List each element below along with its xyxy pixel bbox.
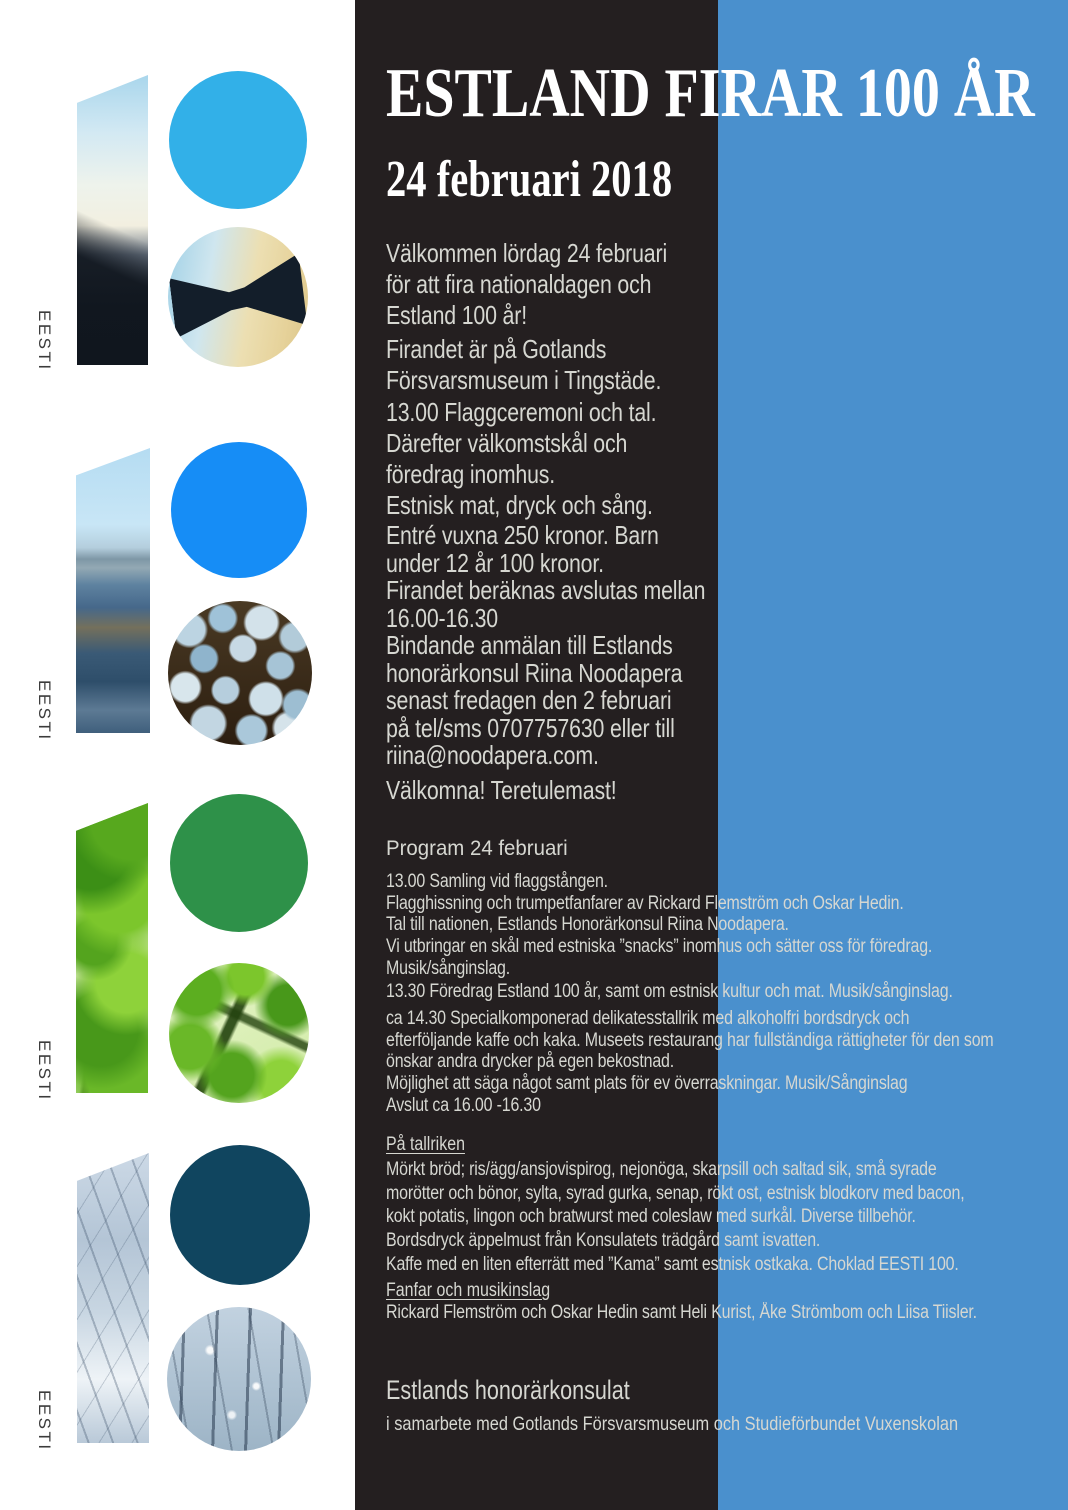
program-line: önskar andra drycker på egen bekostnad. <box>386 1051 675 1073</box>
year-circle <box>170 1145 310 1285</box>
intro-line: Därefter välkomstskål och <box>386 428 628 458</box>
leaves-photo-circle <box>169 963 309 1103</box>
program-paragraph <box>386 981 1061 1003</box>
poster-date: 24 februari 2018 <box>386 151 673 208</box>
footer-title: Estlands honorärkonsulat <box>386 1375 630 1405</box>
intro-line: Firandet beräknas avslutas mellan <box>386 575 706 605</box>
menu-list <box>386 1158 1068 1277</box>
program-line: Möjlighet att säga något samt plats för ev överraskningar. Musik/Sånginslag <box>386 1073 908 1094</box>
program-paragraph <box>386 1008 1068 1073</box>
menu-line: kokt potatis, lingon och bratwurst med coleslaw med surkål. Diverse tillbehör. <box>386 1206 916 1228</box>
program-header: Program 24 februari <box>386 836 568 860</box>
digit-one-photo-winter <box>77 1153 149 1443</box>
program-line: 13.00 Samling vid flaggstången. <box>386 871 608 892</box>
eesti-label: EESTI <box>35 1040 54 1102</box>
program-paragraph <box>386 871 1036 980</box>
pebbles-photo-circle <box>168 601 312 745</box>
menu-line: Kaffe med en liten efterrätt med ”Kama” samt estnisk ostkaka. Choklad EESTI 100. <box>386 1253 959 1275</box>
program-line: ca 14.30 Specialkomponerad delikatesstallrik med alkoholfri bordsdryck och <box>386 1008 910 1029</box>
fanfare-line: Rickard Flemström och Oskar Hedin samt Heli Kurist, Åke Strömbom och Liisa Tiisler. <box>386 1302 977 1323</box>
intro-line: Välkommen lördag 24 februari <box>386 238 668 268</box>
program-line: efterföljande kaffe och kaka. Museets restaurang har fullständiga rättigheter för den som <box>386 1029 994 1051</box>
year-circle <box>169 71 307 209</box>
intro-paragraph <box>386 397 716 521</box>
intro-line: Bindande anmälan till Estlands <box>386 630 673 660</box>
intro-line: under 12 år 100 kronor. <box>386 547 604 578</box>
program-line: Avslut ca 16.00 -16.30 <box>386 1094 541 1116</box>
intro-line: Estland 100 år! <box>386 300 527 330</box>
intro-line: riina@noodapera.com. <box>386 740 599 770</box>
intro-paragraph <box>386 522 775 770</box>
snow-forest-photo-circle <box>167 1307 311 1451</box>
digit-one-photo-suit <box>77 75 148 365</box>
program-line: Vi utbringar en skål med estniska ”snacks” inomhus och sätter oss för föredrag. <box>386 936 933 958</box>
poster-title: ESTLAND FIRAR 100 ÅR <box>386 55 1035 132</box>
program-line: Tal till nationen, Estlands Honorärkonsul Riina Noodapera. <box>386 914 789 936</box>
bow-tie-photo-circle <box>168 227 308 367</box>
menu-line: Bordsdryck äppelmust från Konsulatets trädgård samt isvatten. <box>386 1230 821 1252</box>
intro-line: senast fredagen den 2 februari <box>386 685 672 715</box>
intro-line: Estnisk mat, dryck och sång. <box>386 490 653 520</box>
intro-line: honorärkonsul Riina Noodapera <box>386 657 683 688</box>
intro-line: Försvarsmuseum i Tingstäde. <box>386 365 662 395</box>
intro-line: Välkomna! Teretulemast! <box>386 775 617 805</box>
intro-line: föredrag inomhus. <box>386 459 556 489</box>
menu-line: morötter och bönor, sylta, syrad gurka, senap, rökt ost, estnisk blodkorv med bacon, <box>386 1182 965 1204</box>
program-paragraph <box>386 1073 1007 1116</box>
digit-one-photo-canopy <box>76 803 148 1093</box>
welcome-line <box>386 775 667 806</box>
intro-paragraph <box>386 238 729 331</box>
intro-paragraph <box>386 334 722 396</box>
fanfare-header: Fanfar och musikinslag <box>386 1280 551 1301</box>
menu-line: Mörkt bröd; ris/ägg/ansjovispirog, nejonöga, skarpsill och saltad sik, små syrade <box>386 1159 937 1180</box>
program-line: Musik/sånginslag. <box>386 957 511 979</box>
menu-header: På tallriken <box>386 1134 465 1155</box>
footer-subtitle: i samarbete med Gotlands Försvarsmuseum och Studieförbundet Vuxenskolan <box>386 1413 959 1435</box>
year-circle <box>171 442 307 578</box>
year-circle <box>170 794 308 932</box>
intro-line: 13.00 Flaggceremoni och tal. <box>386 397 657 427</box>
eesti-label: EESTI <box>35 680 54 742</box>
intro-line: Firandet är på Gotlands <box>386 334 607 364</box>
eesti-label: EESTI <box>35 310 54 372</box>
program-line: Flagghissning och trumpetfanfarer av Rickard Flemström och Oskar Hedin. <box>386 892 904 914</box>
intro-line: 16.00-16.30 <box>386 602 499 633</box>
eesti-label: EESTI <box>35 1390 54 1452</box>
intro-line: Entré vuxna 250 kronor. Barn <box>386 520 659 550</box>
program-line: 13.30 Föredrag Estland 100 år, samt om estnisk kultur och mat. Musik/sånginslag. <box>386 981 953 1002</box>
digit-one-photo-shore <box>76 448 150 733</box>
fanfare-paragraph <box>386 1302 1068 1324</box>
intro-line: för att fira nationaldagen och <box>386 269 652 299</box>
intro-line: på tel/sms 0707757630 eller till <box>386 712 675 743</box>
